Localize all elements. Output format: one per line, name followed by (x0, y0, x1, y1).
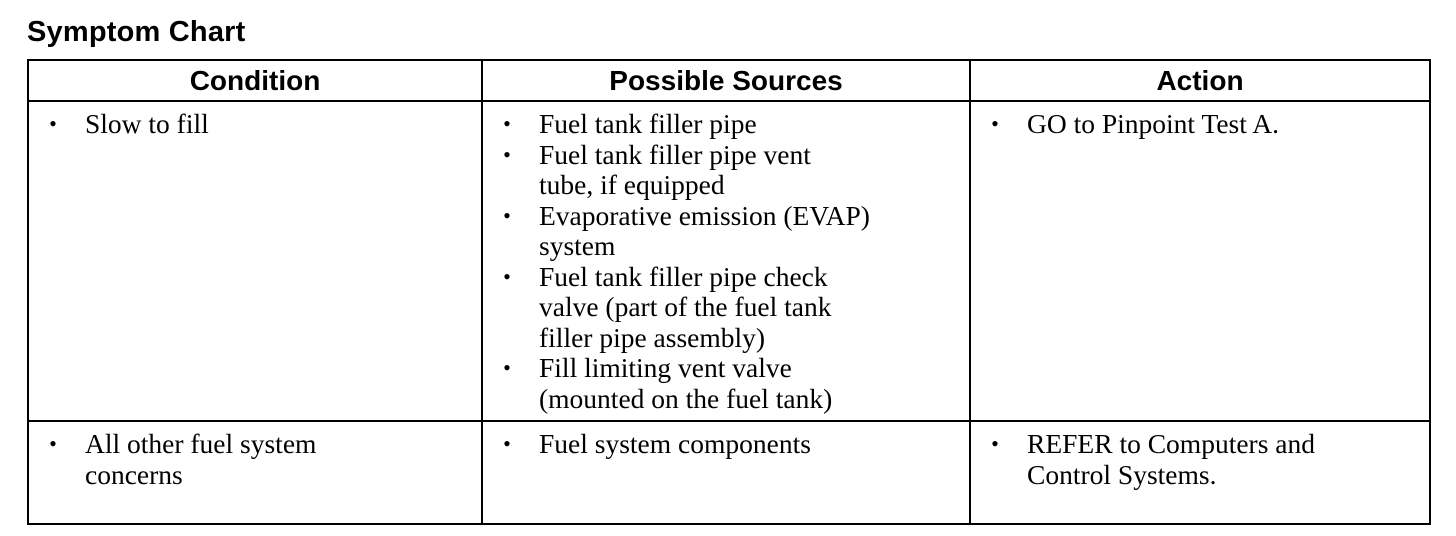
action-item-text: GO to Pinpoint Test A. (1027, 108, 1279, 139)
source-item-text: Evaporative emission (EVAP) system (539, 199, 870, 261)
condition-cell (28, 101, 482, 421)
possible-sources-cell (482, 421, 970, 524)
source-item (497, 353, 961, 414)
bullet-icon: • (503, 111, 511, 136)
condition-item-text: All other fuel system concerns (85, 428, 317, 490)
condition-cell (28, 421, 482, 524)
header-row (28, 60, 1430, 101)
bullet-icon: • (49, 431, 57, 456)
source-item-text: Fuel tank filler pipe check valve (part of the fuel tank filler pipe assembly) (539, 260, 832, 353)
action-cell (970, 421, 1430, 524)
bullet-icon: • (503, 263, 511, 289)
source-item (497, 140, 961, 201)
action-cell (970, 101, 1430, 421)
bullet-icon: • (503, 202, 511, 228)
bullet-icon: • (991, 431, 999, 456)
table-row (28, 421, 1430, 524)
bullet-icon: • (503, 141, 511, 167)
column-header-condition: Condition (28, 60, 482, 101)
source-item (497, 429, 961, 460)
source-item-text: Fuel tank filler pipe (539, 108, 757, 139)
column-header-action: Action (970, 60, 1430, 101)
bullet-icon: • (503, 431, 511, 456)
table-row (28, 101, 1430, 421)
source-item (497, 201, 961, 262)
source-item (497, 262, 961, 354)
column-header-possible-sources: Possible Sources (482, 60, 970, 101)
symptom-chart-table (27, 59, 1431, 525)
source-item-text: Fuel tank filler pipe vent tube, if equipped (539, 138, 811, 200)
action-item (985, 109, 1421, 140)
source-item (497, 109, 961, 140)
action-item-text: REFER to Computers and Control Systems. (1027, 428, 1315, 490)
possible-sources-cell (482, 101, 970, 421)
bullet-icon: • (503, 355, 511, 380)
condition-item-text: Slow to fill (85, 108, 209, 139)
chart-title: Symptom Chart (27, 16, 246, 48)
condition-item (43, 109, 473, 140)
bullet-icon: • (49, 111, 57, 136)
bullet-icon: • (991, 111, 999, 136)
condition-item (43, 429, 473, 490)
source-item-text: Fuel system components (539, 428, 811, 459)
source-item-text: Fill limiting vent valve (mounted on the fuel tank) (539, 352, 833, 414)
action-item (985, 429, 1421, 490)
